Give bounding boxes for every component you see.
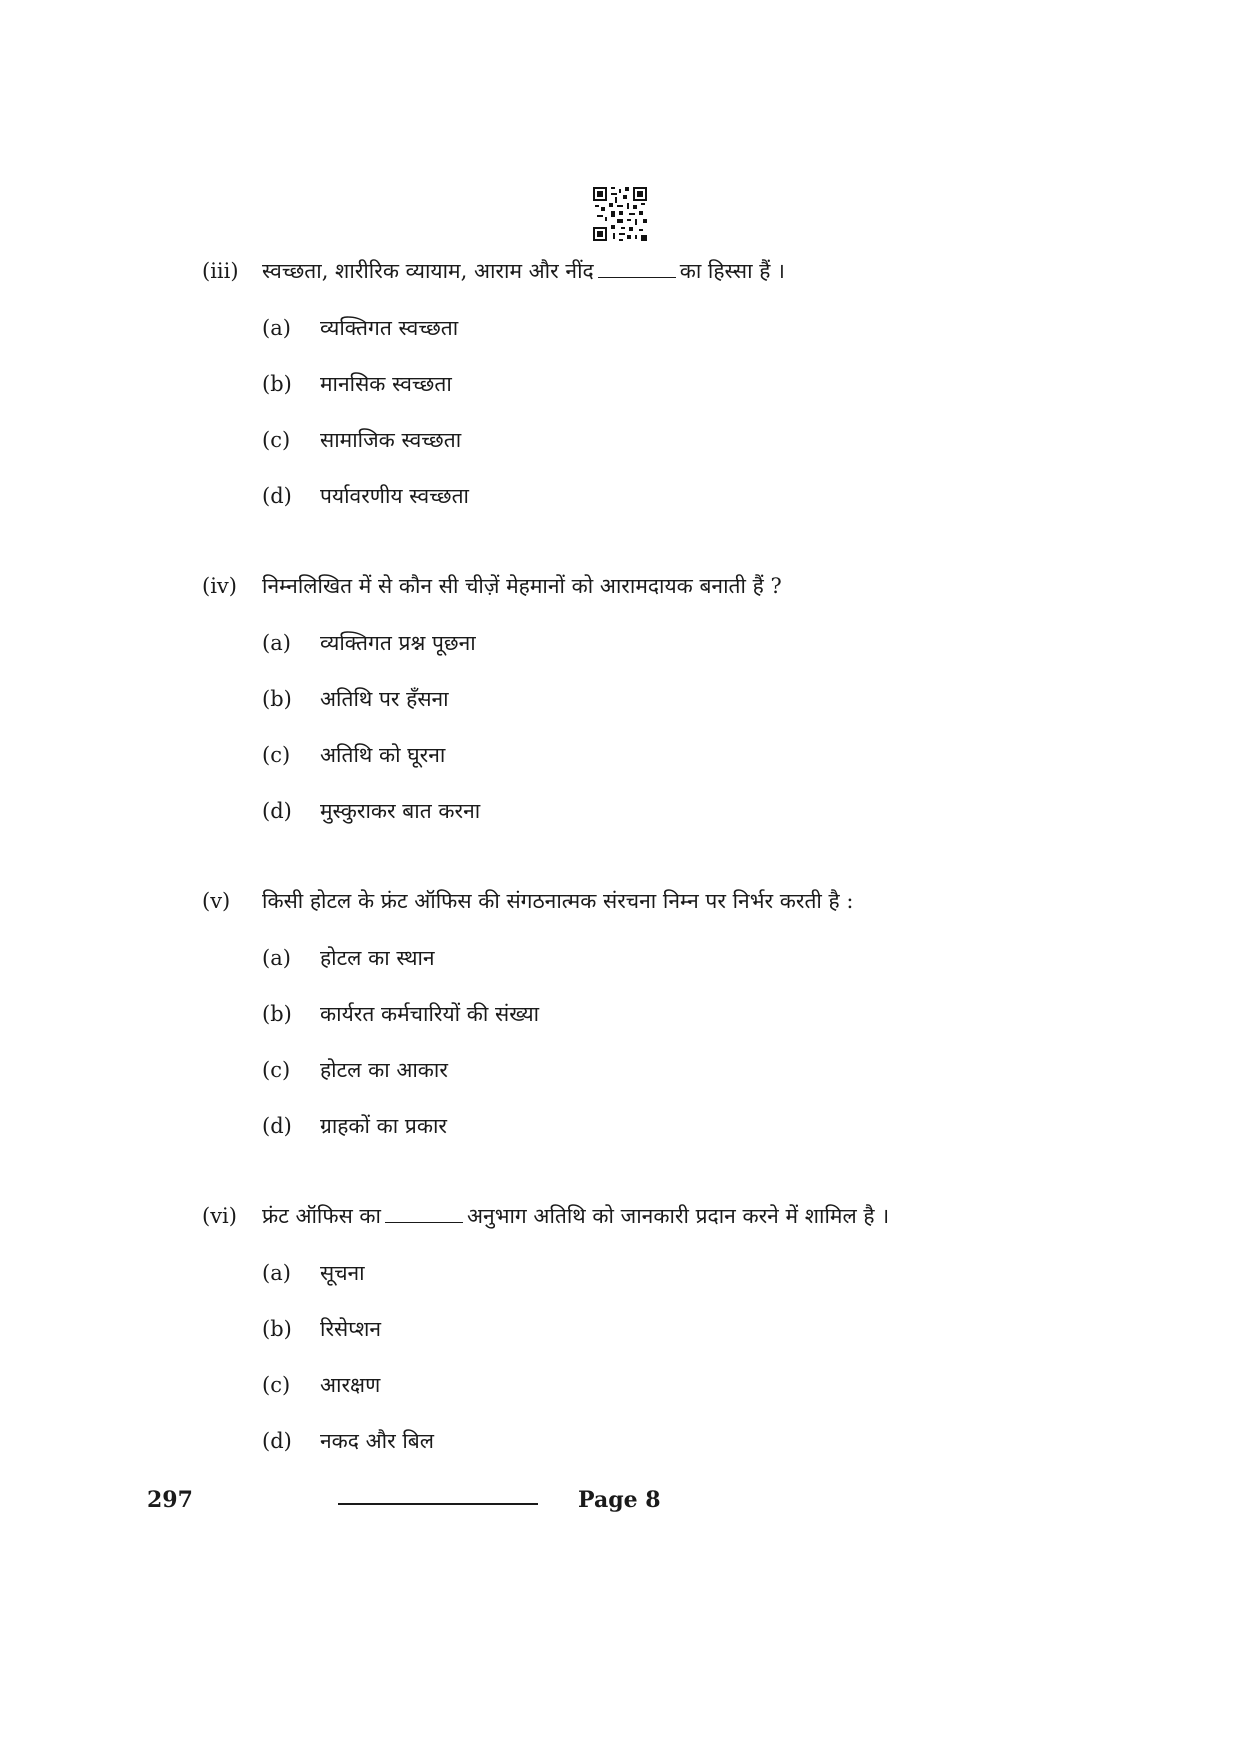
option-text: होटल का स्थान — [320, 946, 435, 970]
option-letter: (d) — [262, 799, 292, 823]
question-number: (vi) — [202, 1204, 237, 1228]
option-text: आरक्षण — [320, 1373, 381, 1397]
option-vi-a — [0, 1258, 1241, 1290]
option-letter: (d) — [262, 1429, 292, 1453]
option-iii-c — [0, 425, 1241, 457]
option-text: नकद और बिल — [320, 1429, 435, 1453]
option-text: मानसिक स्वच्छता — [320, 372, 452, 396]
option-iii-b — [0, 369, 1241, 401]
option-v-c — [0, 1055, 1241, 1087]
question-text: फ्रंट ऑफिस का अनुभाग अतिथि को जानकारी प्रदान करने में शामिल है । — [262, 1204, 890, 1228]
option-iv-b — [0, 684, 1241, 716]
option-letter: (c) — [262, 1373, 291, 1397]
qr-code-icon — [593, 187, 647, 241]
option-text: ग्राहकों का प्रकार — [320, 1114, 448, 1138]
footer-divider — [338, 1503, 538, 1505]
option-vi-c — [0, 1370, 1241, 1402]
fill-blank — [598, 257, 676, 278]
option-letter: (b) — [262, 687, 292, 711]
option-iv-c — [0, 740, 1241, 772]
page-number: Page 8 — [578, 1487, 661, 1513]
option-vi-b — [0, 1314, 1241, 1346]
option-text: पर्यावरणीय स्वच्छता — [320, 484, 469, 508]
option-letter: (b) — [262, 1317, 292, 1341]
option-iii-a — [0, 313, 1241, 345]
question-number: (iv) — [202, 574, 237, 598]
option-text: व्यक्तिगत प्रश्न पूछना — [320, 631, 476, 655]
option-vi-d — [0, 1426, 1241, 1458]
option-text: मुस्कुराकर बात करना — [320, 799, 481, 823]
option-iv-a — [0, 628, 1241, 660]
option-text: कार्यरत कर्मचारियों की संख्या — [320, 1002, 540, 1026]
option-text: होटल का आकार — [320, 1058, 448, 1082]
question-number: (iii) — [202, 259, 239, 283]
question-text: निम्नलिखित में से कौन सी चीज़ें मेहमानों को आरामदायक बनाती हैं ? — [262, 574, 782, 598]
option-letter: (b) — [262, 372, 292, 396]
option-iii-d — [0, 481, 1241, 513]
option-letter: (a) — [262, 1261, 291, 1285]
option-v-d — [0, 1111, 1241, 1143]
option-letter: (a) — [262, 946, 291, 970]
paper-code: 297 — [147, 1487, 193, 1513]
question-text: स्वच्छता, शारीरिक व्यायाम, आराम और नींद का हिस्सा हैं । — [262, 259, 785, 283]
option-letter: (d) — [262, 484, 292, 508]
option-text: सामाजिक स्वच्छता — [320, 428, 462, 452]
option-letter: (c) — [262, 428, 291, 452]
option-text: अतिथि पर हँसना — [320, 687, 449, 711]
option-text: व्यक्तिगत स्वच्छता — [320, 316, 459, 340]
option-text: सूचना — [320, 1261, 365, 1285]
option-text: अतिथि को घूरना — [320, 743, 446, 767]
option-letter: (d) — [262, 1114, 292, 1138]
option-letter: (a) — [262, 316, 291, 340]
option-letter: (a) — [262, 631, 291, 655]
option-v-b — [0, 999, 1241, 1031]
question-number: (v) — [202, 889, 231, 913]
option-iv-d — [0, 796, 1241, 828]
option-letter: (b) — [262, 1002, 292, 1026]
question-text: किसी होटल के फ्रंट ऑफिस की संगठनात्मक संरचना निम्न पर निर्भर करती है : — [262, 889, 854, 913]
fill-blank — [385, 1202, 463, 1223]
option-v-a — [0, 943, 1241, 975]
option-letter: (c) — [262, 1058, 291, 1082]
option-letter: (c) — [262, 743, 291, 767]
option-text: रिसेप्शन — [320, 1317, 382, 1341]
